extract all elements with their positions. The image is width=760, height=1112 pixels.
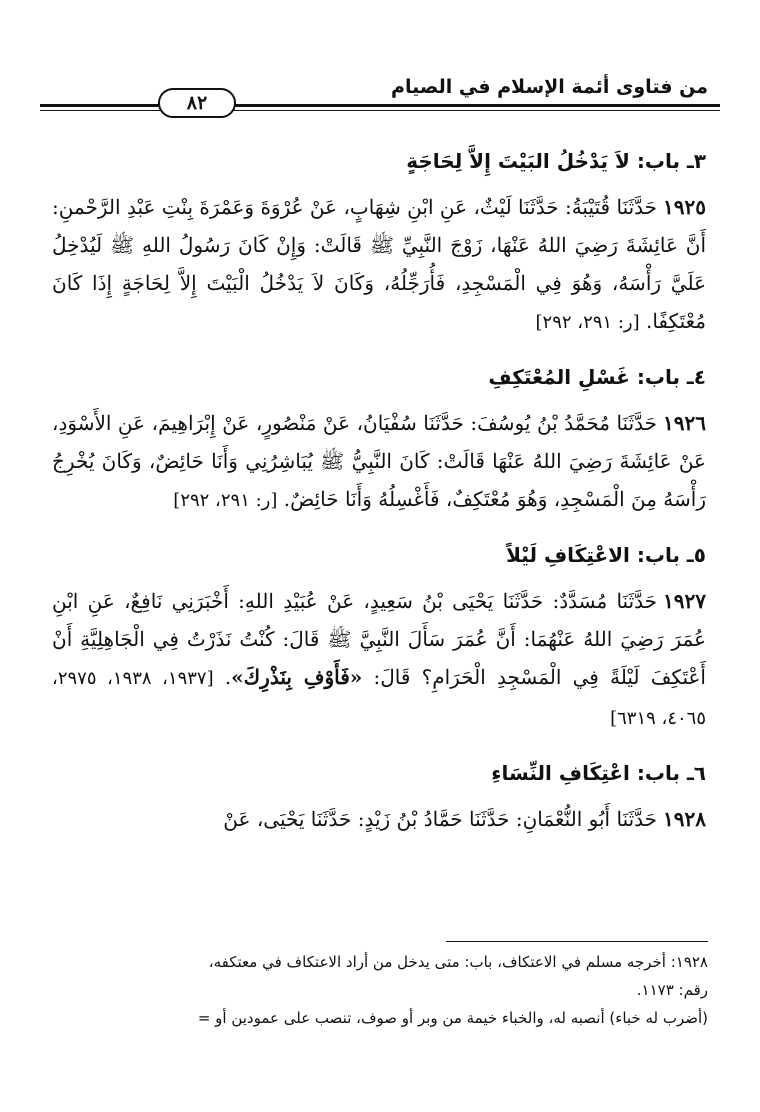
chapter-heading: ٣ـ باب: لاَ يَدْخُلُ البَيْتَ إِلاَّ لِحَاجَةٍ — [406, 149, 706, 173]
chapter-heading: ٥ـ باب: الاعْتِكَافِ لَيْلاً — [506, 543, 706, 567]
page-number: ٨٢ — [158, 88, 236, 118]
hadith-number: ١٩٢٨ — [663, 807, 706, 831]
hadith-paragraph — [52, 800, 706, 838]
hadith-text: حَدَّثَنَا قُتَيْبَةُ: حَدَّثَنَا لَيْثٌ، عَنِ ابْنِ شِهَابٍ، عَنْ عُرْوَةَ وَعَمْرَةَ بِنْتِ عَبْدِ الرَّحْمنِ: أَنَّ عَائِشَةَ رَضِيَ اللهُ عَنْهَا، زَوْجَ النَّبِيِّ ﷺ قَالَتْ: وَإِنْ كَانَ رَسُولُ اللهِ ﷺ لَيُدْخِلُ عَلَيَّ رَأْسَهُ، وَهُوَ فِي الْمَسْجِدِ، فَأُرَجِّلُهُ، وَكَانَ لاَ يَدْخُلُ الْبَيْتَ إِلاَّ لِحَاجَةٍ إِذَا كَانَ مُعْتَكِفًا. — [52, 195, 706, 333]
hadith-number: ١٩٢٧ — [663, 589, 706, 613]
footnote-line: رقم: ١١٧٣. — [636, 981, 708, 999]
hadith-references: [ر: ٢٩١، ٢٩٢] — [173, 490, 278, 511]
footnote-separator — [446, 941, 708, 942]
hadith-references: [١٩٣٧، ١٩٣٨، ٢٩٧٥، ٤٠٦٥، ٦٣١٩] — [52, 668, 706, 729]
hadith-paragraph — [52, 188, 706, 342]
quote-end-punctuation: . — [224, 665, 232, 689]
hadith-paragraph — [52, 582, 706, 738]
footnotes — [54, 948, 708, 1032]
page-header — [40, 72, 720, 114]
hadith-references: [ر: ٢٩١، ٢٩٢] — [535, 312, 640, 333]
footnote-line: (أضرب له خباء) أنصبه له، والخباء خيمة من وبر أو صوف، تنصب على عمودين أو = — [197, 1009, 708, 1027]
chapter-3 — [52, 146, 706, 342]
header-rule-thick — [40, 104, 720, 107]
chapter-4 — [52, 362, 706, 520]
header-rule-thin — [40, 110, 720, 111]
hadith-text: حَدَّثَنَا مُسَدَّدٌ: حَدَّثَنَا يَحْيَى بْنُ سَعِيدٍ، عَنْ عُبَيْدِ اللهِ: أَخْبَرَنِي نَافِعٌ، عَنِ ابْنِ عُمَرَ رَضِيَ اللهُ عَنْهُمَا: أَنَّ عُمَرَ سَأَلَ النَّبِيَّ ﷺ قَالَ: كُنْتُ نَذَرْتُ فِي الْجَاهِلِيَّةِ أَنْ أَعْتَكِفَ لَيْلَةً فِي الْمَسْجِدِ الْحَرَامِ؟ قَالَ: — [52, 589, 706, 689]
book-title: من فتاوى أئمة الإسلام في الصيام — [391, 76, 708, 98]
chapter-heading: ٤ـ باب: غَسْلِ المُعْتَكِفِ — [488, 365, 706, 389]
prophet-quote: «فَأَوْفِ بِنَذْرِكَ» — [231, 665, 363, 689]
hadith-paragraph — [52, 404, 706, 520]
chapter-6 — [52, 758, 706, 838]
footnote-line: ١٩٢٨: أخرجه مسلم في الاعتكاف، باب: متى يدخل من أراد الاعتكاف في معتكفه، — [208, 953, 708, 971]
hadith-number: ١٩٢٦ — [663, 411, 706, 435]
chapter-heading: ٦ـ باب: اعْتِكَافِ النِّسَاءِ — [491, 761, 706, 785]
hadith-text: حَدَّثَنَا أَبُو النُّعْمَانِ: حَدَّثَنَا حَمَّادُ بْنُ زَيْدٍ: حَدَّثَنَا يَحْيَى، عَنْ — [223, 807, 658, 831]
hadith-number: ١٩٢٥ — [663, 195, 706, 219]
chapter-5 — [52, 540, 706, 738]
page-body — [52, 146, 706, 858]
hadith-text: حَدَّثَنَا مُحَمَّدُ بْنُ يُوسُفَ: حَدَّثَنَا سُفْيَانُ، عَنْ مَنْصُورٍ، عَنْ إِبْرَاهِيمَ، عَنِ الأَسْوَدِ، عَنْ عَائِشَةَ رَضِيَ اللهُ عَنْهَا قَالَتْ: كَانَ النَّبِيُّ ﷺ يُبَاشِرُنِي وَأَنَا حَائِضٌ، وَكَانَ يُخْرِجُ رَأْسَهُ مِنَ الْمَسْجِدِ، وَهُوَ مُعْتَكِفٌ، فَأَغْسِلُهُ وَأَنَا حَائِضٌ. — [52, 411, 706, 511]
